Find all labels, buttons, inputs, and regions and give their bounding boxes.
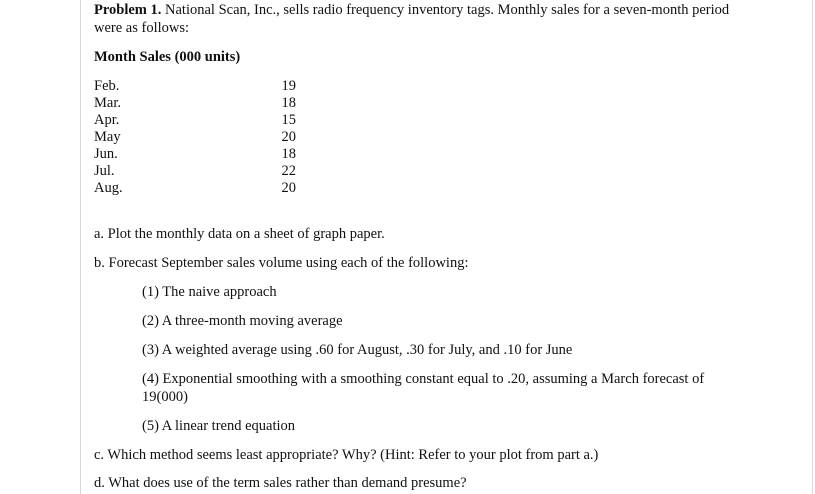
sales-cell: 18 xyxy=(281,95,296,111)
question-b: b. Forecast September sales volume using each of the following: xyxy=(94,255,469,271)
question-b-item-5: (5) A linear trend equation xyxy=(142,418,296,434)
sales-cell: 18 xyxy=(281,146,296,162)
month-cell: Apr. xyxy=(94,112,120,128)
question-b-item-4: (4) Exponential smoothing with a smoothing constant equal to .20, assuming a March forecast of 19(000) xyxy=(142,371,705,405)
month-cell: Jun. xyxy=(94,146,118,162)
sales-cell: 19 xyxy=(281,78,296,94)
month-cell: Feb. xyxy=(94,78,120,94)
month-cell: Mar. xyxy=(94,95,121,111)
question-b-item-3: (3) A weighted average using .60 for August, .30 for July, and .10 for June xyxy=(142,342,573,358)
question-a: a. Plot the monthly data on a sheet of graph paper. xyxy=(94,226,385,242)
question-d: d. What does use of the term sales rather than demand presume? xyxy=(94,475,467,491)
table-header: Month Sales (000 units) xyxy=(94,49,241,65)
question-b-item-2: (2) A three-month moving average xyxy=(142,313,343,329)
question-c: c. Which method seems least appropriate? Why? (Hint: Refer to your plot from part a.) xyxy=(94,447,599,463)
sales-column xyxy=(272,78,296,197)
month-cell: Jul. xyxy=(94,163,115,179)
problem-label: Problem 1. xyxy=(94,2,162,18)
sales-cell: 15 xyxy=(281,112,296,128)
problem-text: National Scan, Inc., sells radio frequency inventory tags. Monthly sales for a seven-month period were as follows: xyxy=(94,2,730,36)
month-cell: May xyxy=(94,129,121,145)
problem-statement xyxy=(94,1,734,37)
right-margin-line xyxy=(812,0,813,494)
sales-cell: 20 xyxy=(281,180,296,196)
left-margin-line xyxy=(80,0,81,494)
question-b-item-1: (1) The naive approach xyxy=(142,284,277,300)
month-cell: Aug. xyxy=(94,180,123,196)
month-column xyxy=(94,78,123,197)
sales-cell: 22 xyxy=(281,163,296,179)
sales-cell: 20 xyxy=(281,129,296,145)
